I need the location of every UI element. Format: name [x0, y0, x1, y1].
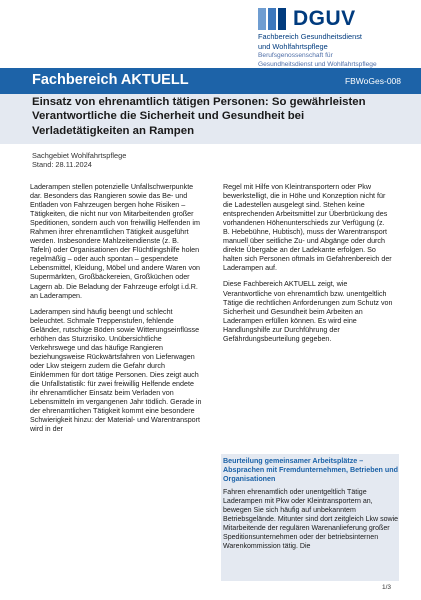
- stand-date: Stand: 28.11.2024: [32, 160, 92, 169]
- paragraph: Laderampen stellen potenzielle Unfallschwerpunkte dar. Besonders das Rangieren sowie das Be- und Entladen von Fahrzeugen bergen hohe Risiken – Tätigkeiten, die nicht nur von Mitarbeitenden großer Speditionen, sondern auch von freiwillig Helfenden im Rahmen ihrer ehrenamtlichen Tätigkeit ausgeführt werden. Insbesondere Mahlzeitendienste (z. B. Tafeln) oder Organisationen der Flüchtlingshilfe holen regelmäßig – oder auch spontan – gespendete Lebensmittel, Kleidung, Möbel und andere Waren von Supermärkten, Großbäckereien, Großküchen oder Lagern ab. Die Beladung der Fahrzeuge erfolgt i.d.R. an Laderampen.: [30, 183, 201, 300]
- section-body: Fahren ehrenamtlich oder unentgeltlich Tätige Laderampen mit Pkw oder Kleintransportern an, bewegen Sie sich häufig auf unbekanntem Betriebsgelände. Mitunter sind dort zeitgleich Lkw sowie Mitarbeitende der regulären Warenanlieferung großer Speditionsunternehmen oder der betriebsinternen Warenkommission tätig. Die: [223, 489, 399, 551]
- org-name-line-2: und Wohlfahrtspflege: [258, 41, 328, 51]
- document-title: Einsatz von ehrenamtlich tätigen Personen: So gewährleisten Verantwortliche die Sicherheit und Gesundheit bei Verladetätigkeiten an Rampen: [32, 96, 366, 137]
- paragraph: Regel mit Hilfe von Kleintransportern oder Pkw bewerkstelligt, die in Höhe und Konzeption nicht für die Ladestellen ausgelegt sind. Stehen keine entsprechenden Arbeitsmittel zur Überbrückung des vorhandenen Höhenunterschieds zur Verfügung (z. B. Hebebühne, Hubtisch), muss der Warentransport manuell über seitliche Zu- und Abgänge oder durch direkte Übergabe an der Ladekante erfolgen. So halten sich Personen oftmals im Gefahrenbereich der Laderampen auf.: [223, 183, 392, 273]
- dguv-logo-text: DGUV: [293, 7, 356, 30]
- right-column: [223, 183, 393, 351]
- org-name-line-4: Gesundheitsdienst und Wohlfahrtspflege: [258, 60, 377, 68]
- page-header: [0, 0, 421, 68]
- dguv-logo-block: [258, 6, 416, 68]
- series-banner: [0, 68, 421, 94]
- org-name-line-1: Fachbereich Gesundheitsdienst: [258, 32, 362, 41]
- paragraph: Laderampen sind häufig beengt und schlecht beleuchtet. Schmale Treppenstufen, fehlende Geländer, rutschige Böden sowie Witterungseinflüsse erhöhen das Sturzrisiko. Unübersichtliche Verkehrswege und das häufige Rangieren beziehungsweise Rückwärtsfahren von Lieferwagen oder Lkw steigern zudem die Gefahr durch Einklemmen für dort tätige Personen. Dies zeigt auch die Unfallstatistik: für zwei freiwillig Helfende endete ihr ehrenamtlicher Einsatz beim Verladen von Lebensmitteln im vergangenen Jahr tödlich. Gerade in der ehrenamtlichen Tätigkeit kommt eine besondere Schwierigkeit hinzu: der Material- und Warentransport wird in der: [30, 307, 202, 434]
- dguv-logo-icon: [258, 6, 288, 32]
- section-heading: Beurteilung gemeinsamer Arbeitsplätze – Absprachen mit Fremdunternehmen, Betrieben und Organisationen: [223, 457, 398, 483]
- title-box: [0, 94, 421, 144]
- series-title: Fachbereich AKTUELL: [32, 72, 189, 88]
- paragraph: Diese Fachbereich AKTUELL zeigt, wie Verantwortliche von ehrenamtlich bzw. unentgeltlich Tätige die rechtlichen Anforderungen zum Schutz von Sicherheit und Gesundheit beim Arbeiten an Laderampen erfüllen können. Es wird eine Handlungshilfe zur Durchführung der Gefährdungsbeurteilung gegeben.: [223, 280, 393, 343]
- page-number: 1/3: [381, 584, 391, 591]
- document-code: FBWoGes-008: [344, 76, 401, 86]
- sachgebiet-label: Sachgebiet Wohlfahrtspflege: [32, 151, 127, 160]
- left-column: [30, 183, 202, 441]
- org-name-line-3: Berufsgenossenschaft für: [258, 52, 333, 60]
- document-meta: [32, 151, 126, 169]
- highlight-section: [221, 454, 399, 581]
